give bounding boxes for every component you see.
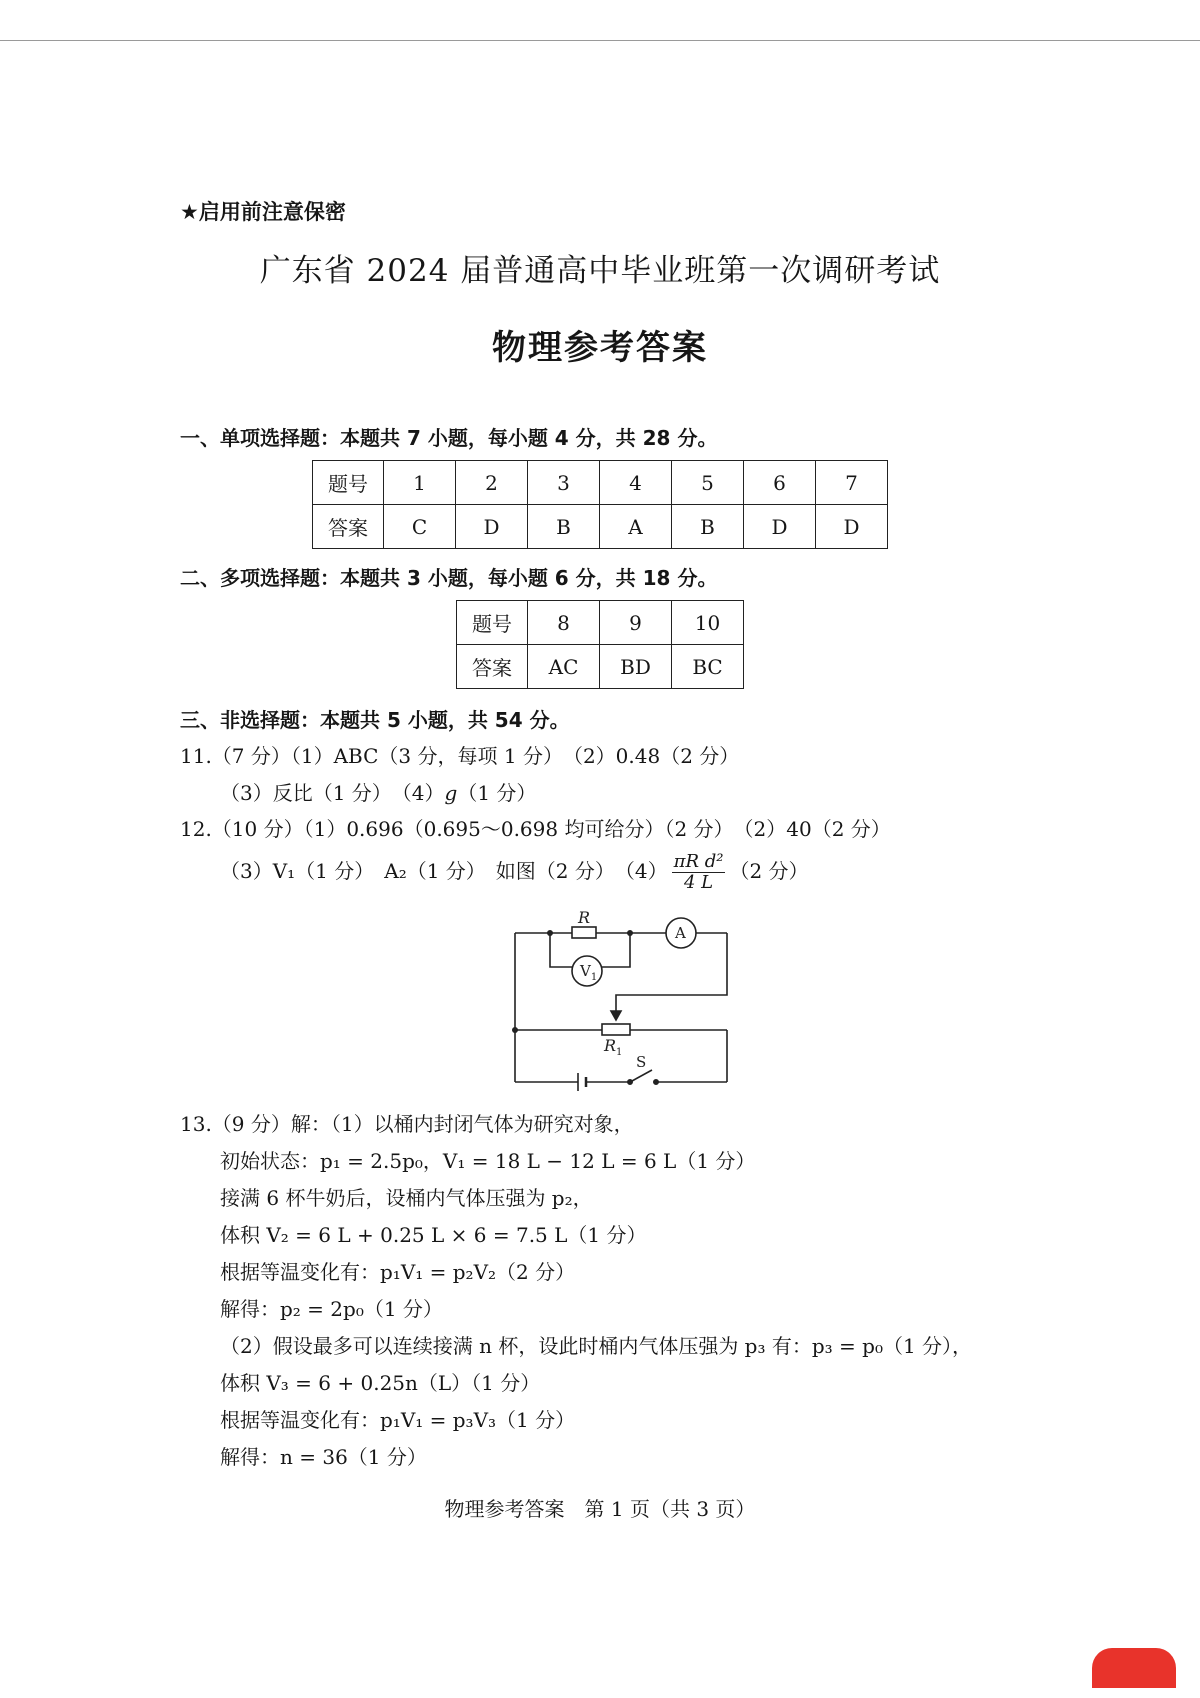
resistor-R xyxy=(572,927,596,938)
answer-key-title: 物理参考答案 xyxy=(492,328,708,368)
label-S: S xyxy=(636,1053,647,1071)
answer-cell: C xyxy=(384,505,456,549)
switch-contact xyxy=(628,1080,632,1084)
row-label: 题号 xyxy=(457,601,528,645)
q12-text: （3）V₁（1 分） A₂（1 分） 如图（2 分） （4） xyxy=(220,858,668,883)
q13-line: 解得：n = 36（1 分） xyxy=(220,1445,427,1469)
row-label: 答案 xyxy=(457,645,528,689)
q11-line1: 11.（7 分）（1）ABC（3 分，每项 1 分） （2）0.48（2 分） xyxy=(180,744,740,768)
junction-dot xyxy=(547,930,553,936)
answer-cell: D xyxy=(744,505,816,549)
rheostat-R1 xyxy=(602,1024,630,1035)
label-R1-letter: R xyxy=(604,1036,617,1055)
multiple-choice-answer-table xyxy=(456,600,744,689)
label-V-subscript: 1 xyxy=(590,972,598,983)
q12-text-end: （2 分） xyxy=(729,858,809,883)
answer-cell: BC xyxy=(672,645,744,689)
confidential-notice: ★启用前注意保密 xyxy=(180,200,346,224)
q13-line: （2）假设最多可以连续接满 n 杯，设此时桶内气体压强为 p₃ 有：p₃ = p₀（1 分）， xyxy=(220,1334,973,1358)
label-R1-subscript: 1 xyxy=(616,1047,623,1058)
answer-cell: D xyxy=(456,505,528,549)
fraction-denominator: 4 L xyxy=(683,871,714,893)
question-number: 6 xyxy=(744,461,816,505)
label-R: R xyxy=(578,908,591,927)
question-number: 5 xyxy=(672,461,744,505)
question-number: 4 xyxy=(600,461,672,505)
q11-line2 xyxy=(220,777,536,806)
q11-text-b: （1 分） xyxy=(457,781,537,805)
fraction-numerator: πR d² xyxy=(673,851,724,872)
q13-line: 解得：p₂ = 2p₀（1 分） xyxy=(220,1297,443,1321)
exam-title: 广东省 2024 届普通高中毕业班第一次调研考试 xyxy=(259,253,941,289)
label-R1 xyxy=(603,1036,622,1058)
single-choice-answer-table xyxy=(312,460,888,549)
label-V-letter: V xyxy=(580,962,591,980)
answer-cell: BD xyxy=(600,645,672,689)
label-V xyxy=(579,962,597,983)
row-label: 题号 xyxy=(313,461,384,505)
question-number: 8 xyxy=(528,601,600,645)
q13-line: 接满 6 杯牛奶后，设桶内气体压强为 p₂， xyxy=(220,1186,593,1210)
answer-cell: B xyxy=(528,505,600,549)
q12-line2 xyxy=(220,852,809,893)
table-row xyxy=(313,505,888,549)
page-footer: 物理参考答案 第 1 页（共 3 页） xyxy=(444,1497,756,1521)
top-border-line xyxy=(0,40,1200,41)
question-number: 3 xyxy=(528,461,600,505)
switch-blade xyxy=(632,1070,652,1081)
question-number: 1 xyxy=(384,461,456,505)
label-A: A xyxy=(675,924,686,942)
q11-text-a: （3）反比（1 分） （4） xyxy=(220,781,445,805)
q12-line1: 12.（10 分）（1）0.696（0.695～0.698 均可给分）（2 分） （2）40（2 分） xyxy=(180,817,891,841)
q13-line: 体积 V₂ = 6 L + 0.25 L × 6 = 7.5 L（1 分） xyxy=(220,1223,647,1247)
row-label: 答案 xyxy=(313,505,384,549)
circuit-diagram xyxy=(500,905,750,1095)
table-row xyxy=(313,461,888,505)
corner-badge[interactable] xyxy=(1092,1648,1176,1688)
switch-contact xyxy=(654,1080,658,1084)
q13-line: 初始状态：p₁ = 2.5p₀，V₁ = 18 L − 12 L = 6 L（1 分） xyxy=(220,1149,756,1173)
wire xyxy=(550,933,572,967)
answer-cell: A xyxy=(600,505,672,549)
q13-line: 13.（9 分）解：（1）以桶内封闭气体为研究对象， xyxy=(180,1112,634,1136)
question-number: 2 xyxy=(456,461,528,505)
wire xyxy=(602,933,630,967)
question-number: 7 xyxy=(816,461,888,505)
answer-cell: AC xyxy=(528,645,600,689)
slider-arrow xyxy=(611,1011,621,1020)
answer-cell: B xyxy=(672,505,744,549)
junction-dot xyxy=(627,930,633,936)
table-row xyxy=(457,601,744,645)
question-number: 9 xyxy=(600,601,672,645)
resistivity-fraction xyxy=(672,852,726,893)
section1-heading: 一、单项选择题：本题共 7 小题，每小题 4 分，共 28 分。 xyxy=(180,426,718,450)
question-number: 10 xyxy=(672,601,744,645)
answer-cell: D xyxy=(816,505,888,549)
section2-heading: 二、多项选择题：本题共 3 小题，每小题 6 分，共 18 分。 xyxy=(180,566,718,590)
table-row xyxy=(457,645,744,689)
q13-line: 体积 V₃ = 6 + 0.25n（L）（1 分） xyxy=(220,1371,541,1395)
q11-variable: g xyxy=(444,781,458,805)
q13-line: 根据等温变化有：p₁V₁ = p₂V₂（2 分） xyxy=(220,1260,576,1284)
junction-dot xyxy=(512,1027,518,1033)
section3-heading: 三、非选择题：本题共 5 小题，共 54 分。 xyxy=(180,708,570,732)
q13-line: 根据等温变化有：p₁V₁ = p₃V₃（1 分） xyxy=(220,1408,576,1432)
